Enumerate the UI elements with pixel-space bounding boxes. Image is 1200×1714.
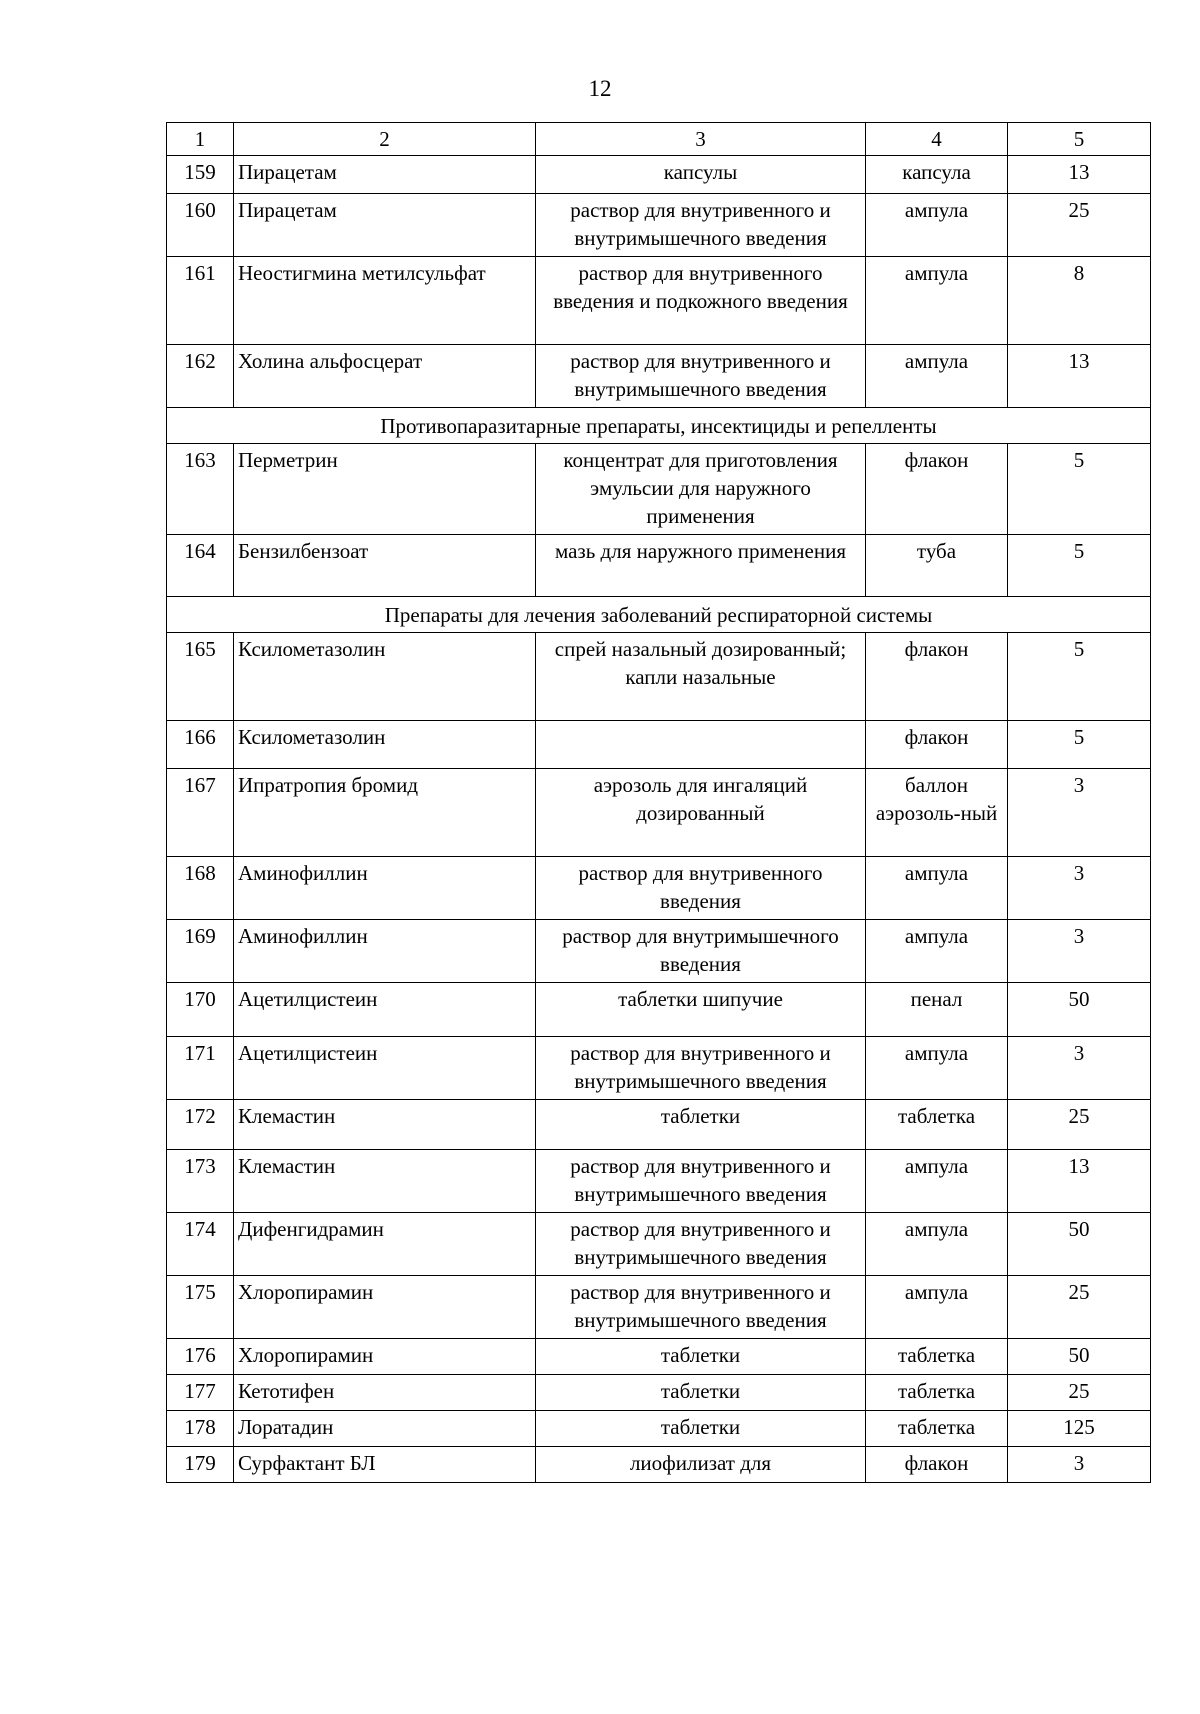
unit-of-measure: ампула: [866, 857, 1008, 920]
row-number: 160: [167, 194, 234, 257]
dosage-form: раствор для внутривенного и внутримышечного введения: [536, 1150, 866, 1213]
quantity: 5: [1008, 535, 1151, 597]
header-cell: 3: [536, 123, 866, 156]
drug-name: Лоратадин: [234, 1411, 536, 1447]
drug-name: Сурфактант БЛ: [234, 1447, 536, 1483]
table-row: [167, 769, 1151, 857]
drug-name: Холина альфосцерат: [234, 345, 536, 408]
table-row: [167, 633, 1151, 721]
page-number: 12: [588, 76, 612, 101]
header-cell: 2: [234, 123, 536, 156]
unit-of-measure: ампула: [866, 920, 1008, 983]
row-number: 166: [167, 721, 234, 769]
quantity: 5: [1008, 721, 1151, 769]
row-number: 168: [167, 857, 234, 920]
dosage-form: раствор для внутривенного и внутримышечного введения: [536, 194, 866, 257]
dosage-form: раствор для внутривенного введения и подкожного введения: [536, 257, 866, 345]
dosage-form: раствор для внутривенного и внутримышечного введения: [536, 1213, 866, 1276]
quantity: 3: [1008, 1447, 1151, 1483]
row-number: 164: [167, 535, 234, 597]
row-number: 163: [167, 444, 234, 535]
table-row: [167, 721, 1151, 769]
quantity: 13: [1008, 156, 1151, 194]
table-row: [167, 1150, 1151, 1213]
unit-of-measure: флакон: [866, 1447, 1008, 1483]
drug-name: Клемастин: [234, 1100, 536, 1150]
quantity: 25: [1008, 194, 1151, 257]
unit-of-measure: флакон: [866, 721, 1008, 769]
table-row: [167, 1339, 1151, 1375]
quantity: 50: [1008, 983, 1151, 1037]
dosage-form: спрей назальный дозированный; капли назальные: [536, 633, 866, 721]
unit-of-measure: баллон аэрозоль-ный: [866, 769, 1008, 857]
table-row: [167, 1447, 1151, 1483]
quantity: 50: [1008, 1339, 1151, 1375]
quantity: 50: [1008, 1213, 1151, 1276]
quantity: 5: [1008, 633, 1151, 721]
table-row: [167, 1375, 1151, 1411]
table-header-row: [167, 123, 1151, 156]
drug-name: Бензилбензоат: [234, 535, 536, 597]
row-number: 174: [167, 1213, 234, 1276]
row-number: 175: [167, 1276, 234, 1339]
unit-of-measure: флакон: [866, 444, 1008, 535]
quantity: 25: [1008, 1276, 1151, 1339]
section-title: Противопаразитарные препараты, инсектициды и репелленты: [167, 408, 1151, 444]
section-title: Препараты для лечения заболеваний респираторной системы: [167, 597, 1151, 633]
row-number: 171: [167, 1037, 234, 1100]
dosage-form: таблетки шипучие: [536, 983, 866, 1037]
dosage-form: таблетки: [536, 1339, 866, 1375]
quantity: 125: [1008, 1411, 1151, 1447]
row-number: 162: [167, 345, 234, 408]
row-number: 159: [167, 156, 234, 194]
drug-name: Кетотифен: [234, 1375, 536, 1411]
row-number: 178: [167, 1411, 234, 1447]
drug-name: Дифенгидрамин: [234, 1213, 536, 1276]
quantity: 25: [1008, 1375, 1151, 1411]
drug-name: Пирацетам: [234, 194, 536, 257]
section-row: [167, 597, 1151, 633]
unit-of-measure: таблетка: [866, 1100, 1008, 1150]
dosage-form: аэрозоль для ингаляций дозированный: [536, 769, 866, 857]
dosage-form: концентрат для приготовления эмульсии для наружного применения: [536, 444, 866, 535]
table-row: [167, 444, 1151, 535]
table-row: [167, 257, 1151, 345]
table-row: [167, 1037, 1151, 1100]
dosage-form: лиофилизат для: [536, 1447, 866, 1483]
drug-name: Клемастин: [234, 1150, 536, 1213]
dosage-form: капсулы: [536, 156, 866, 194]
dosage-form: раствор для внутривенного и внутримышечного введения: [536, 345, 866, 408]
unit-of-measure: ампула: [866, 1037, 1008, 1100]
drug-name: Ипратропия бромид: [234, 769, 536, 857]
unit-of-measure: ампула: [866, 345, 1008, 408]
quantity: 3: [1008, 1037, 1151, 1100]
dosage-form: таблетки: [536, 1375, 866, 1411]
table-row: [167, 1213, 1151, 1276]
drug-name: Ксилометазолин: [234, 633, 536, 721]
drug-name: Ацетилцистеин: [234, 1037, 536, 1100]
row-number: 172: [167, 1100, 234, 1150]
unit-of-measure: таблетка: [866, 1375, 1008, 1411]
row-number: 176: [167, 1339, 234, 1375]
dosage-form: раствор для внутривенного и внутримышечного введения: [536, 1037, 866, 1100]
row-number: 167: [167, 769, 234, 857]
row-number: 165: [167, 633, 234, 721]
unit-of-measure: ампула: [866, 257, 1008, 345]
table-row: [167, 194, 1151, 257]
drug-name: Хлоропирамин: [234, 1276, 536, 1339]
quantity: 3: [1008, 769, 1151, 857]
drug-name: Ксилометазолин: [234, 721, 536, 769]
unit-of-measure: пенал: [866, 983, 1008, 1037]
dosage-form: раствор для внутривенного и внутримышечного введения: [536, 1276, 866, 1339]
dosage-form: таблетки: [536, 1100, 866, 1150]
unit-of-measure: таблетка: [866, 1339, 1008, 1375]
section-row: [167, 408, 1151, 444]
dosage-form: раствор для внутримышечного введения: [536, 920, 866, 983]
dosage-form: [536, 721, 866, 769]
quantity: 8: [1008, 257, 1151, 345]
quantity: 13: [1008, 345, 1151, 408]
dosage-form: раствор для внутривенного введения: [536, 857, 866, 920]
drug-name: Пирацетам: [234, 156, 536, 194]
row-number: 173: [167, 1150, 234, 1213]
unit-of-measure: капсула: [866, 156, 1008, 194]
row-number: 169: [167, 920, 234, 983]
dosage-form: таблетки: [536, 1411, 866, 1447]
quantity: 13: [1008, 1150, 1151, 1213]
drug-name: Ацетилцистеин: [234, 983, 536, 1037]
table-row: [167, 920, 1151, 983]
table-row: [167, 1276, 1151, 1339]
quantity: 3: [1008, 920, 1151, 983]
header-cell: 5: [1008, 123, 1151, 156]
unit-of-measure: ампула: [866, 1150, 1008, 1213]
header-cell: 1: [167, 123, 234, 156]
drug-name: Аминофиллин: [234, 920, 536, 983]
quantity: 25: [1008, 1100, 1151, 1150]
table-row: [167, 857, 1151, 920]
header-cell: 4: [866, 123, 1008, 156]
row-number: 179: [167, 1447, 234, 1483]
row-number: 170: [167, 983, 234, 1037]
drug-name: Перметрин: [234, 444, 536, 535]
quantity: 5: [1008, 444, 1151, 535]
row-number: 161: [167, 257, 234, 345]
drug-table: [166, 122, 1151, 1483]
drug-name: Аминофиллин: [234, 857, 536, 920]
row-number: 177: [167, 1375, 234, 1411]
unit-of-measure: ампула: [866, 194, 1008, 257]
unit-of-measure: таблетка: [866, 1411, 1008, 1447]
table-row: [167, 345, 1151, 408]
drug-name: Хлоропирамин: [234, 1339, 536, 1375]
table-row: [167, 535, 1151, 597]
unit-of-measure: ампула: [866, 1276, 1008, 1339]
table-row: [167, 983, 1151, 1037]
drug-name: Неостигмина метилсульфат: [234, 257, 536, 345]
table-row: [167, 1100, 1151, 1150]
unit-of-measure: флакон: [866, 633, 1008, 721]
table-row: [167, 156, 1151, 194]
table-row: [167, 1411, 1151, 1447]
unit-of-measure: туба: [866, 535, 1008, 597]
dosage-form: мазь для наружного применения: [536, 535, 866, 597]
quantity: 3: [1008, 857, 1151, 920]
unit-of-measure: ампула: [866, 1213, 1008, 1276]
